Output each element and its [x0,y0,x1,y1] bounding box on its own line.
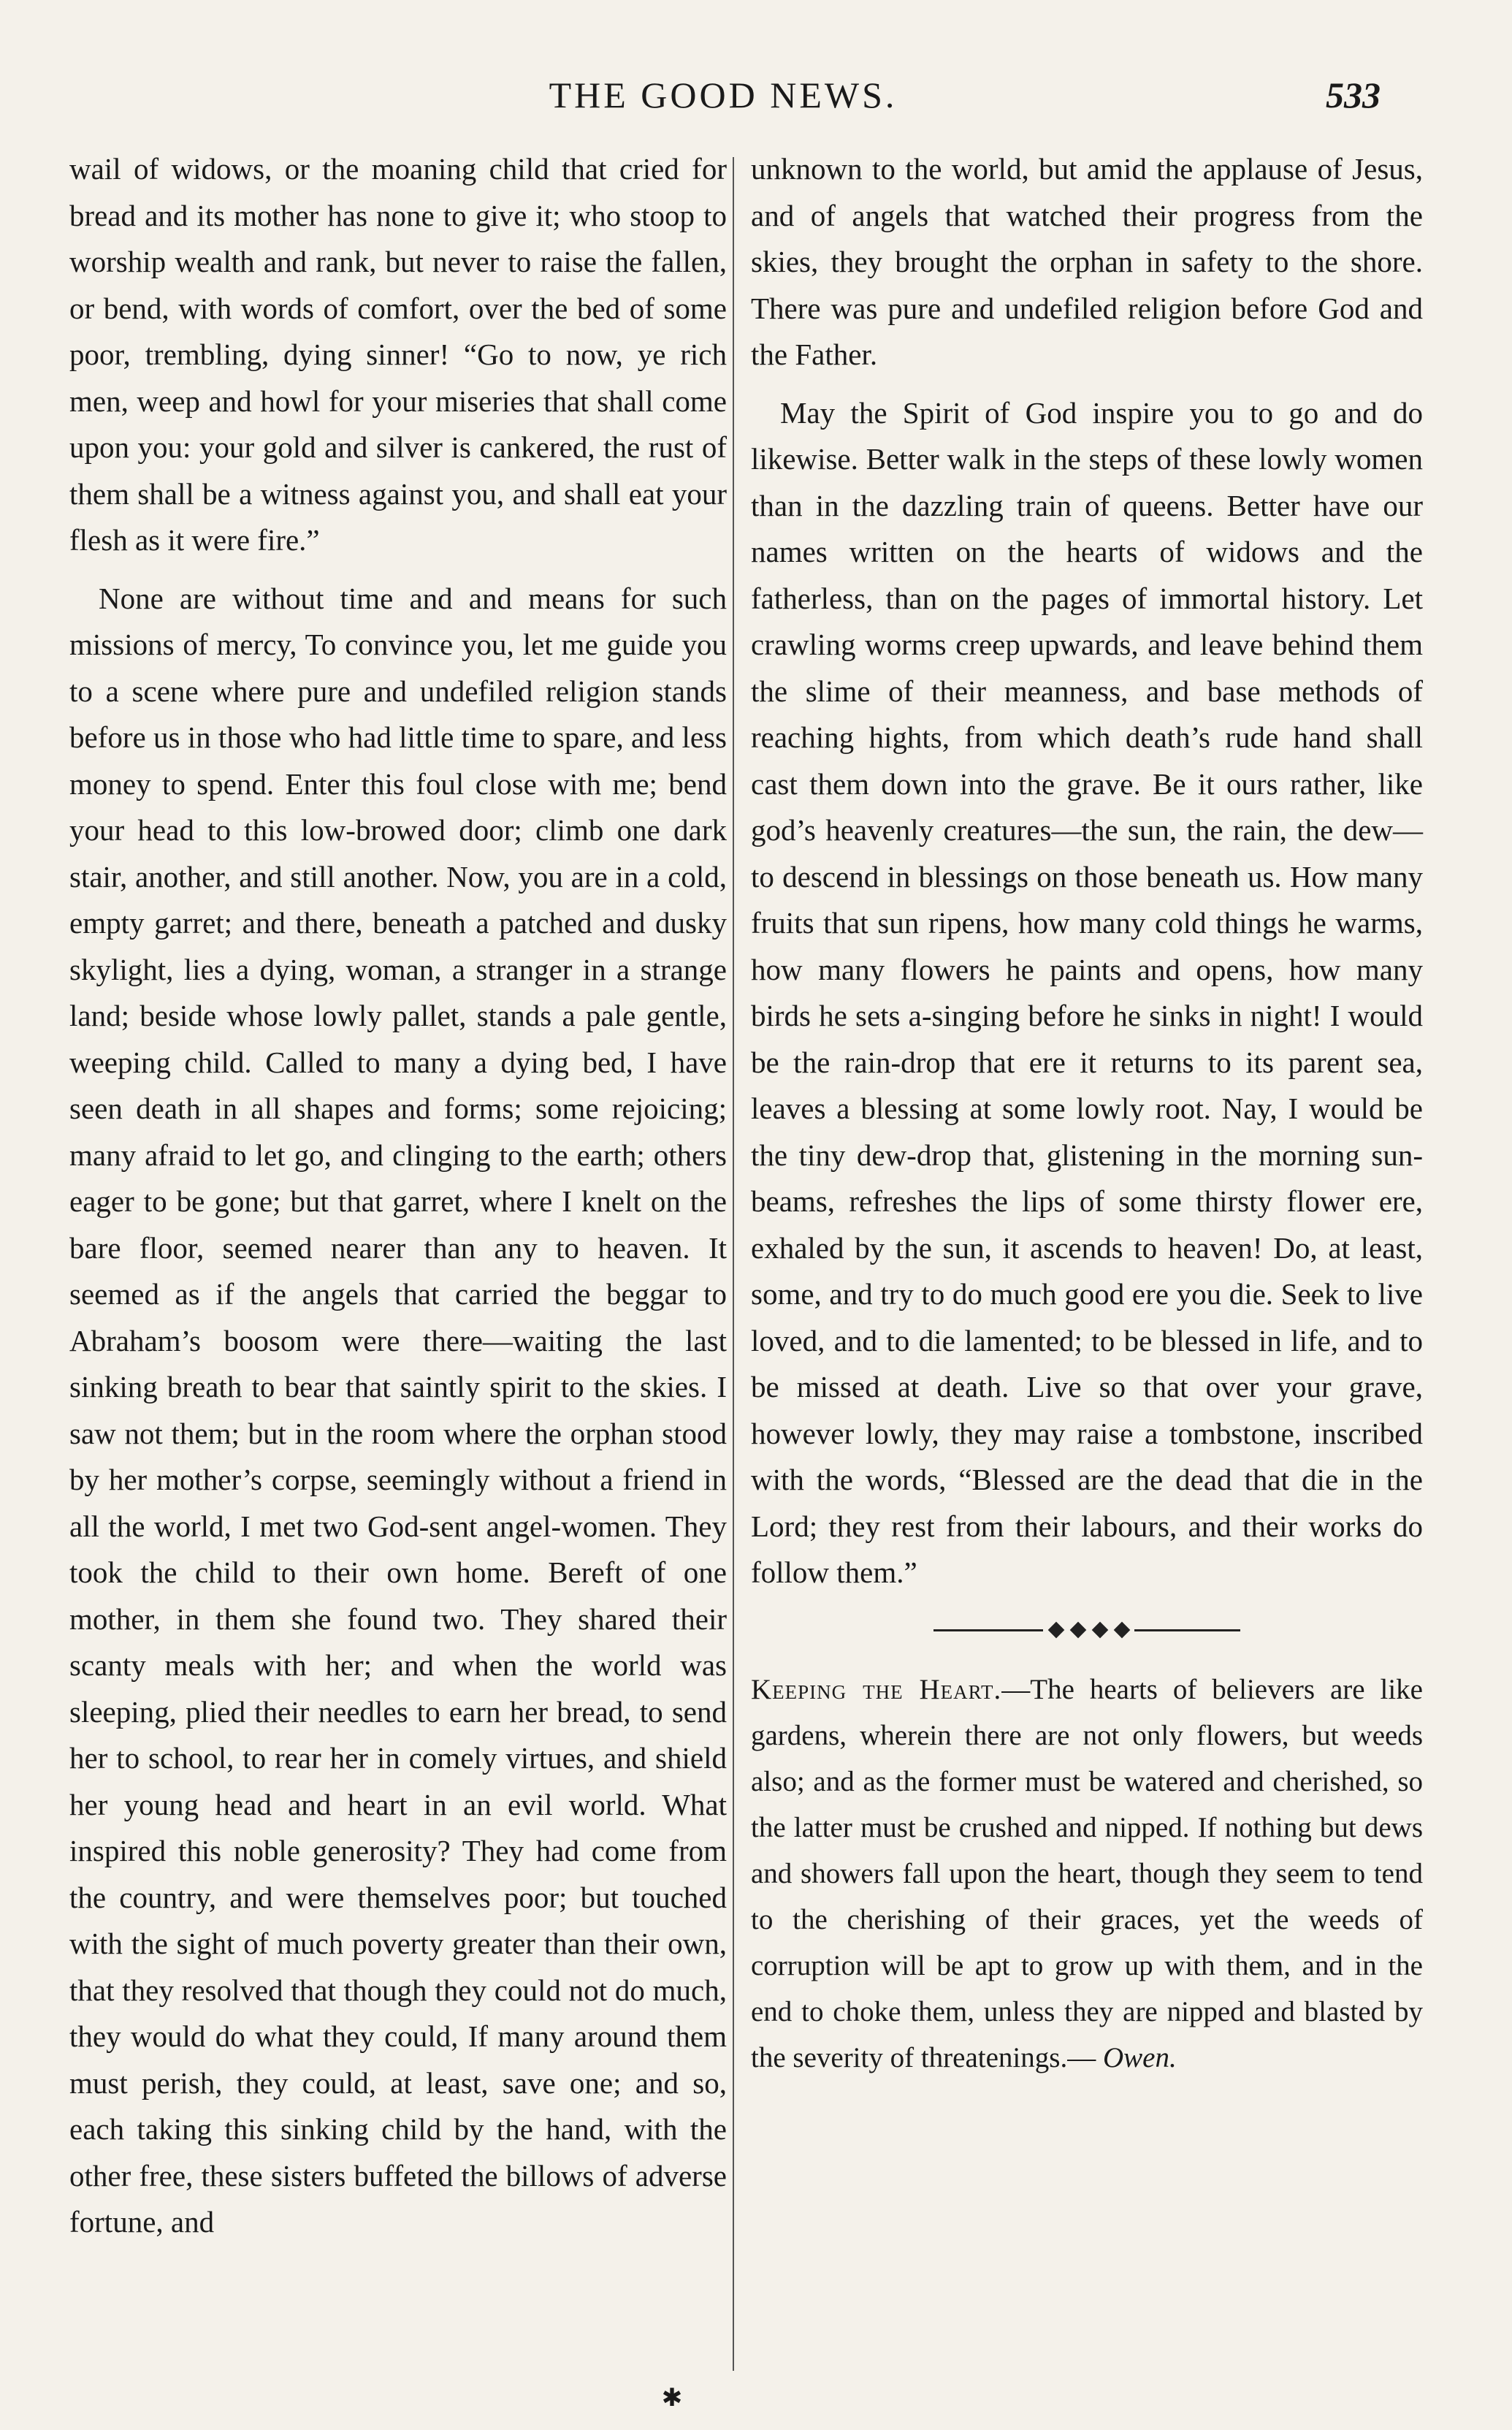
section-ornament [933,1621,1240,1639]
running-head [66,73,1381,124]
page-number: 533 [1326,75,1381,115]
left-paragraph-1: wail of widows, or the moaning child that cried for bread and its mother has none to give it; who stoop to worship wealth and rank, but never to raise the fallen, or bend, with words of comfort, over the bed of some poor, trembling, dying sinner! “Go to now, ye rich men, weep and howl for your miseries that shall come upon you: your gold and silver is cankered, the rust of them shall be a witness against you, and shall eat your flesh as it were fire.” [69,152,727,557]
column-divider [733,157,734,2371]
note-text: —The hearts of believers are like gardens, wherein there are not only flowers, but weeds also; and as the former must be watered and cherished, so the latter must be crushed and nipped. If nothing but dews and showers fall upon the heart, though they seem to tend to the cherishing of their graces, yet the weeds of corruption will be apt to grow up with them, and in the end to choke them, unless they are nipped and blasted by the severity of threatenings.— [751,1673,1423,2073]
right-paragraph-2: May the Spirit of God inspire you to go and do likewise. Better walk in the steps of these lowly women than in the dazzling train of queens. Better have our names written on the hearts of widows and the fatherless, than on the pages of immortal history. Let crawling worms creep upwards, and leave behind them the slime of their meanness, and base methods of reaching hights, from which death’s rude hand shall cast them down into the grave. Be it ours rather, like god’s heavenly creatures—the sun, the rain, the dew—to descend in blessings on those beneath us. How many fruits that sun ripens, how many cold things he warms, how many flowers he paints and opens, how many birds he sets a-singing before he sinks in night! I would be the rain-drop that ere it returns to its parent sea, leaves a blessing at some lowly root. Nay, I would be the tiny dew-drop that, glistening in the morning sun-beams, refreshes the lips of some thirsty flower ere, exhaled by the sun, it ascends to heaven! Do, at least, some, and try to do much good ere you die. Seek to live loved, and to die lamented; to be blessed in life, and to be missed at death. Live so that over your grave, however lowly, they may raise a tombstone, inscribed with the words, “Blessed are the dead that die in the Lord; they rest from their labours, and their works do follow them.” [751,395,1423,1589]
left-paragraph-2: None are without time and and means for such missions of mercy, To convince you, let me guide you to a scene where pure and undefiled religion stands before us in those who had little time to spare, and less money to spend. Enter this foul close with me; bend your head to this low-browed door; climb one dark stair, another, and still another. Now, you are in a cold, empty garret; and there, beneath a patched and dusky skylight, lies a dying, woman, a stranger in a strange land; beside whose lowly pallet, stands a pale gentle, weeping child. Called to many a dying bed, I have seen death in all shapes and forms; some rejoicing; many afraid to let go, and clinging to the earth; others eager to be gone; but that garret, where I knelt on the bare floor, seemed nearer than any to heaven. It seemed as if the angels that carried the beggar to Abraham’s boosom were there—waiting the last sinking breath to bear that saintly spirit to the skies. I saw not them; but in the room where the orphan stood by her mother’s corpse, seemingly without a friend in all the world, I met two God-sent angel-women. They took the child to their own home. Bereft of one mother, in them she found two. They shared their scanty meals with her; and when the world was sleeping, plied their needles to earn her bread, to send her to school, to rear her in comely virtues, and shield her young head and heart in an evil world. What inspired this noble generosity? They had come from the country, and were themselves poor; but touched with the sight of much poverty greater than their own, that they resolved that though they could not do much, they would do what they could, If many around them must perish, they could, at least, save one; and so, each taking this sinking child by the hand, with the other free, these sisters buffeted the billows of adverse fortune, and [69,581,727,2239]
footer-asterisk: ✱ [661,2383,683,2412]
note-title: Keeping the Heart. [751,1673,1002,1705]
publication-title: THE GOOD NEWS. [549,75,898,115]
right-column [751,146,1423,2081]
keeping-the-heart-note [751,1667,1423,2081]
left-column [69,146,727,2246]
note-attribution: Owen. [1102,2041,1177,2073]
right-paragraph-1: unknown to the world, but amid the applause of Jesus, and of angels that watched their progress from the skies, they brought the orphan in safety to the shore. There was pure and undefiled religion before God and the Father. [751,152,1423,371]
